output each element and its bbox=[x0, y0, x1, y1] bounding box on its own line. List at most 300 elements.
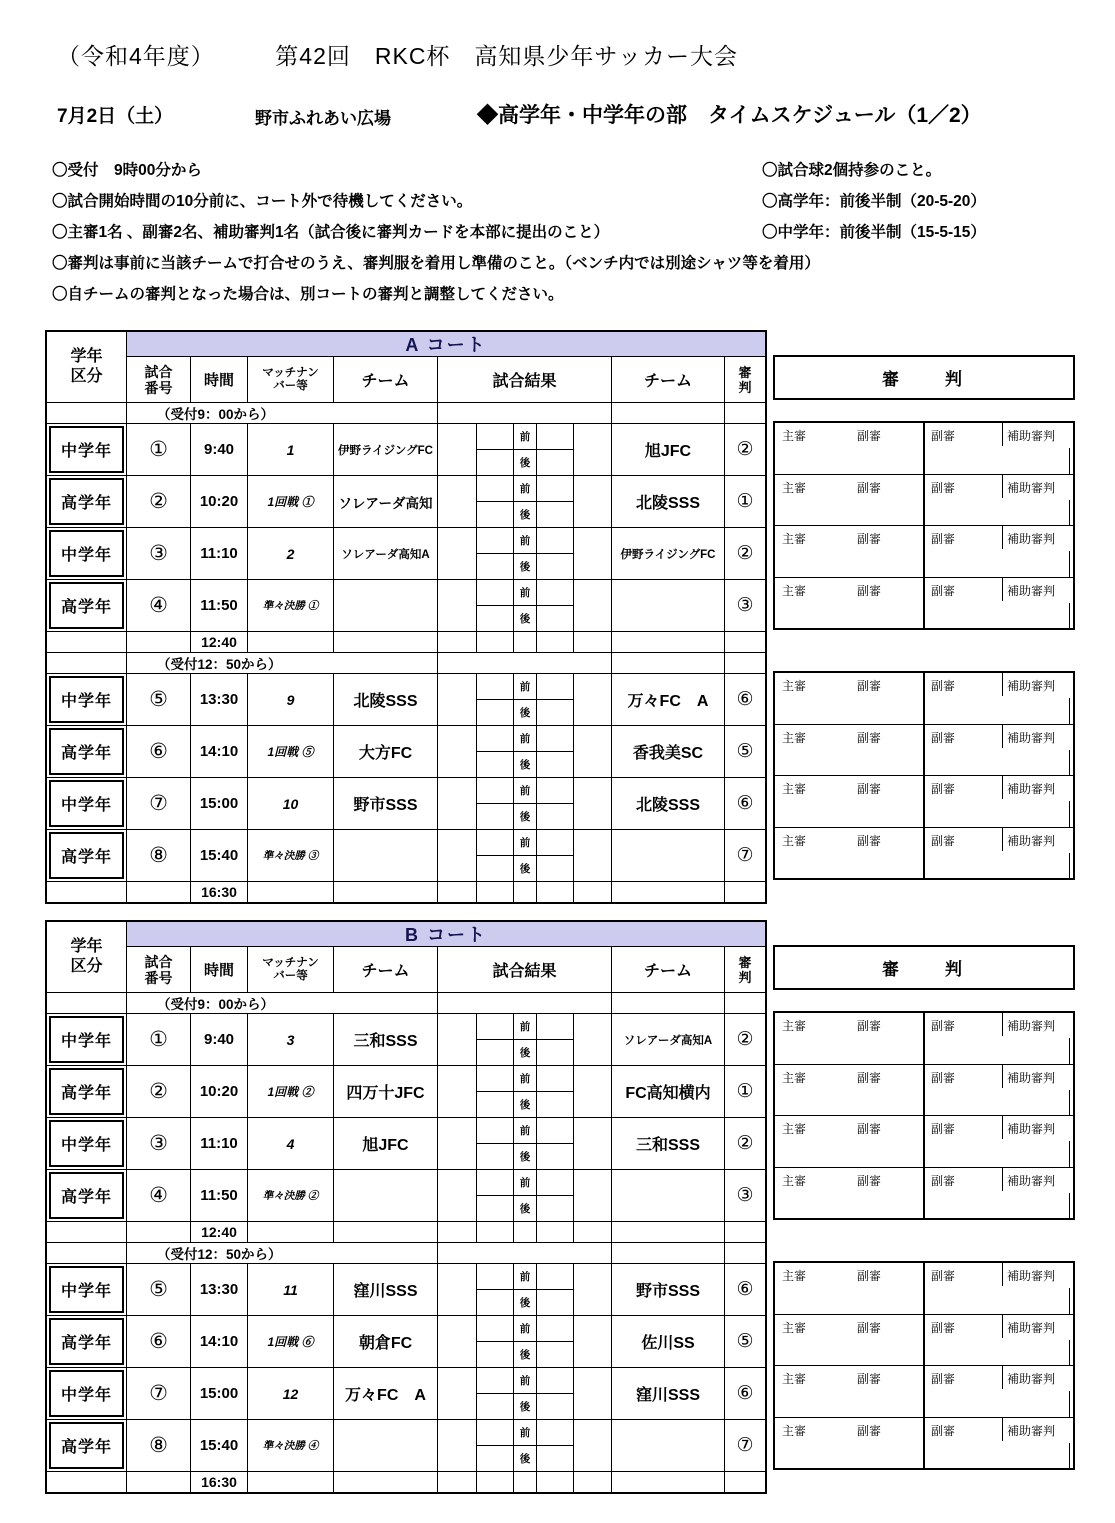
team-name-right: 佐川SS bbox=[641, 1335, 695, 1352]
score-half bbox=[477, 554, 513, 579]
team-cell-left bbox=[334, 1264, 438, 1315]
referee-block bbox=[775, 474, 1073, 526]
court-b-referee-panel bbox=[773, 920, 1075, 1490]
result-total-right bbox=[574, 1472, 611, 1492]
referee-block-tick bbox=[1002, 1065, 1003, 1088]
score-half bbox=[537, 528, 573, 554]
match-label-cell bbox=[248, 528, 334, 579]
grade-cell bbox=[47, 778, 127, 829]
grade-cell bbox=[47, 1420, 127, 1471]
note-line: 〇主審1名 、副審2名、補助審判1名（試合後に審判カードを本部に提出のこと） bbox=[52, 224, 610, 241]
front-label: 前 bbox=[514, 674, 536, 700]
team-cell-right bbox=[612, 726, 725, 777]
grade-cell-empty bbox=[47, 882, 127, 902]
note-line: 〇高学年：前後半制（20-5-20） bbox=[762, 193, 986, 210]
referee-number: ⑤ bbox=[736, 1331, 754, 1352]
court-header-right bbox=[127, 332, 765, 402]
result-total-right bbox=[574, 726, 611, 777]
result-total-left bbox=[438, 1066, 477, 1117]
time-cell bbox=[191, 424, 248, 475]
header-label: チーム bbox=[643, 373, 692, 390]
time-value: 15:40 bbox=[199, 1437, 239, 1454]
referee-block-divider bbox=[923, 1366, 925, 1417]
result-cell bbox=[438, 580, 612, 631]
match-label: 準々決勝 ② bbox=[262, 1190, 319, 1202]
assistant-referee-label: 副審 bbox=[931, 730, 956, 745]
assistant-referee-label: 副審 bbox=[931, 833, 956, 848]
helper-referee-label: 補助審判 bbox=[1007, 429, 1056, 443]
result-cell bbox=[438, 528, 612, 579]
referee-block-divider bbox=[923, 578, 925, 629]
helper-referee-label: 補助審判 bbox=[1007, 1070, 1056, 1085]
chief-referee-label: 主審 bbox=[782, 480, 807, 495]
assistant-referee-label: 副審 bbox=[857, 480, 882, 495]
schedule-subtitle: ◆高学年・中学年の部 タイムスケジュール（1／2） bbox=[477, 104, 982, 127]
half-labels bbox=[514, 830, 537, 881]
header-label: 試合結果 bbox=[492, 373, 557, 390]
match-row bbox=[47, 777, 765, 829]
team-cell-empty bbox=[334, 632, 438, 652]
team-name-right: 香我美SC bbox=[632, 745, 704, 762]
time-value: 11:10 bbox=[200, 545, 238, 562]
team-cell-left bbox=[334, 1170, 438, 1221]
result-total-right bbox=[574, 882, 611, 902]
result-cell-empty bbox=[438, 993, 612, 1013]
score-half bbox=[537, 1342, 573, 1367]
result-total-left bbox=[438, 424, 477, 475]
time-cell bbox=[191, 1118, 248, 1169]
result-cell bbox=[438, 1316, 612, 1367]
chief-referee-label: 主審 bbox=[782, 730, 807, 745]
grade-cell bbox=[47, 424, 127, 475]
column-header-team bbox=[334, 947, 438, 992]
team-cell-empty bbox=[612, 1472, 725, 1492]
notes-right bbox=[762, 155, 986, 248]
result-cell bbox=[438, 674, 612, 725]
result-cell-empty bbox=[438, 653, 612, 673]
score-half bbox=[537, 554, 573, 579]
match-row bbox=[47, 475, 765, 527]
chief-referee-label: 主審 bbox=[782, 1423, 807, 1438]
referee-block-divider bbox=[923, 828, 925, 879]
referee-number: ⑥ bbox=[736, 793, 754, 814]
score-half bbox=[477, 1196, 513, 1221]
referee-block-tick bbox=[1002, 526, 1003, 549]
header-label: 判 bbox=[738, 969, 752, 985]
helper-referee-label: 補助審判 bbox=[1007, 1320, 1056, 1335]
header-label: 試合 bbox=[144, 953, 173, 970]
assistant-referee-label: 副審 bbox=[857, 1423, 882, 1438]
assistant-referee-label: 副審 bbox=[931, 1320, 956, 1335]
column-header-ref bbox=[725, 947, 765, 992]
half-scores-right bbox=[537, 528, 574, 579]
referee-number: ⑦ bbox=[736, 1435, 754, 1456]
referee-number-cell bbox=[725, 1014, 765, 1065]
referee-panel-title: 審 判 bbox=[773, 945, 1075, 990]
score-half bbox=[477, 1290, 513, 1315]
header-label: チーム bbox=[361, 963, 410, 980]
result-total-left bbox=[438, 1420, 477, 1471]
result-cell bbox=[438, 1222, 612, 1242]
score-half bbox=[537, 424, 573, 450]
half-labels bbox=[514, 1316, 537, 1367]
result-total-left bbox=[438, 1118, 477, 1169]
chief-referee-label: 主審 bbox=[782, 583, 807, 598]
result-sub-empty bbox=[514, 1222, 537, 1242]
match-label: 4 bbox=[286, 1135, 295, 1152]
result-cell bbox=[438, 1014, 612, 1065]
referee-block-divider bbox=[923, 475, 925, 526]
match-number: ⑤ bbox=[149, 1278, 168, 1301]
referee-number-cell bbox=[725, 476, 765, 527]
score-half bbox=[477, 856, 513, 881]
match-label-cell bbox=[248, 1316, 334, 1367]
column-header-no bbox=[127, 357, 191, 402]
team-name-right: 野市SSS bbox=[635, 1283, 701, 1300]
score-half bbox=[537, 1144, 573, 1169]
match-number: ⑧ bbox=[149, 844, 168, 867]
referee-number: ② bbox=[736, 1029, 754, 1050]
header-label: 審 bbox=[738, 954, 752, 970]
match-number-cell bbox=[127, 476, 191, 527]
result-total-right bbox=[574, 632, 611, 652]
team-cell-left bbox=[334, 528, 438, 579]
grade-cell-empty bbox=[47, 632, 127, 652]
referee-block-divider bbox=[923, 1013, 925, 1064]
time-cell bbox=[191, 1420, 248, 1471]
referee-cell-empty bbox=[725, 993, 765, 1013]
match-label-cell bbox=[248, 424, 334, 475]
team-name-left: 旭JFC bbox=[362, 1137, 409, 1154]
half-labels bbox=[514, 424, 537, 475]
assistant-referee-label: 副審 bbox=[857, 1320, 882, 1335]
referee-block-tick bbox=[1069, 448, 1070, 473]
match-label-cell-empty bbox=[248, 632, 334, 652]
time-cell bbox=[191, 1222, 248, 1242]
assistant-referee-label: 副審 bbox=[931, 1372, 956, 1386]
half-scores-right bbox=[537, 726, 574, 777]
referee-cell-empty bbox=[725, 1243, 765, 1263]
result-cell bbox=[438, 1420, 612, 1471]
front-label: 前 bbox=[514, 1118, 536, 1144]
score-half bbox=[537, 1040, 573, 1065]
chief-referee-label: 主審 bbox=[782, 1320, 807, 1335]
grade-cell-empty bbox=[47, 403, 127, 423]
grade-box: 高学年 bbox=[49, 1068, 124, 1115]
assistant-referee-label: 副審 bbox=[857, 429, 882, 443]
back-label: 後 bbox=[519, 1297, 531, 1309]
match-label-cell bbox=[248, 830, 334, 881]
header-label: マッチナン bbox=[262, 366, 319, 379]
court-header-right bbox=[127, 922, 765, 992]
court-a-table bbox=[45, 330, 767, 904]
score-half bbox=[537, 1264, 573, 1290]
chief-referee-label: 主審 bbox=[782, 429, 807, 443]
grade-cell-empty bbox=[47, 1472, 127, 1492]
header-label: 試合結果 bbox=[492, 963, 557, 980]
referee-cell-empty bbox=[725, 632, 765, 652]
header-label: 審 bbox=[738, 364, 752, 380]
half-scores-right bbox=[537, 1170, 574, 1221]
referee-block-divider bbox=[923, 526, 925, 577]
match-label: 12 bbox=[282, 1385, 299, 1402]
time-value: 11:50 bbox=[200, 597, 238, 614]
referee-block-tick bbox=[1069, 551, 1070, 576]
match-row bbox=[47, 1065, 765, 1117]
match-label: 9 bbox=[286, 691, 295, 708]
team-cell-right bbox=[612, 476, 725, 527]
referee-block-divider bbox=[923, 725, 925, 776]
score-half bbox=[537, 1368, 573, 1394]
referee-block bbox=[775, 775, 1073, 827]
result-total-left bbox=[438, 1222, 477, 1242]
result-cell-empty bbox=[438, 403, 612, 423]
team-cell-empty bbox=[334, 882, 438, 902]
page-title: （令和4年度） 第42回 RKC杯 高知県少年サッカー大会 bbox=[57, 43, 738, 69]
score-half bbox=[537, 778, 573, 804]
half-labels bbox=[514, 1368, 537, 1419]
assistant-referee-label: 副審 bbox=[931, 429, 956, 443]
team-name-right: 万々FC A bbox=[627, 693, 709, 710]
score-half bbox=[537, 1118, 573, 1144]
result-cell bbox=[438, 1264, 612, 1315]
grade-cell-empty bbox=[47, 1222, 127, 1242]
referee-block-divider bbox=[923, 1263, 925, 1314]
match-number: ① bbox=[149, 1028, 168, 1051]
result-cell bbox=[438, 424, 612, 475]
grade-box: 中学年 bbox=[49, 676, 124, 723]
result-total-right bbox=[574, 1368, 611, 1419]
result-cell bbox=[438, 882, 612, 902]
time-value: 9:40 bbox=[203, 1031, 235, 1048]
team-name-left: 朝倉FC bbox=[358, 1335, 413, 1352]
result-total-right bbox=[574, 424, 611, 475]
referee-number-cell bbox=[725, 1066, 765, 1117]
match-number-cell bbox=[127, 1420, 191, 1471]
team-cell-right bbox=[612, 1420, 725, 1471]
grade-box: 高学年 bbox=[49, 1172, 124, 1219]
result-total-left bbox=[438, 1368, 477, 1419]
score-half bbox=[477, 1342, 513, 1367]
half-scores-right bbox=[537, 1316, 574, 1367]
team-cell-right bbox=[612, 1368, 725, 1419]
half-scores-left bbox=[477, 1264, 514, 1315]
referee-block-tick bbox=[1002, 725, 1003, 748]
back-label: 後 bbox=[519, 613, 531, 625]
referee-number-cell bbox=[725, 528, 765, 579]
team-name-left: 野市SSS bbox=[353, 797, 418, 814]
match-number-cell bbox=[127, 528, 191, 579]
result-total-right bbox=[574, 580, 611, 631]
time-value: 13:30 bbox=[199, 691, 239, 708]
helper-referee-label: 補助審判 bbox=[1007, 1019, 1056, 1033]
grade-box: 高学年 bbox=[49, 832, 124, 879]
back-label: 後 bbox=[519, 457, 531, 469]
team-name-left: 窪川SSS bbox=[353, 1283, 418, 1300]
assistant-referee-label: 副審 bbox=[931, 1019, 956, 1033]
match-label: 準々決勝 ③ bbox=[262, 850, 319, 862]
grade-cell bbox=[47, 1170, 127, 1221]
result-cell bbox=[438, 1118, 612, 1169]
referee-cell-empty bbox=[725, 1222, 765, 1242]
grade-box: 高学年 bbox=[49, 478, 124, 525]
assistant-referee-label: 副審 bbox=[931, 679, 956, 693]
assistant-referee-label: 副審 bbox=[931, 1269, 956, 1283]
match-label-cell bbox=[248, 1170, 334, 1221]
grade-cell bbox=[47, 1066, 127, 1117]
team-cell-left bbox=[334, 1368, 438, 1419]
score-half bbox=[477, 502, 513, 527]
time-cell bbox=[191, 580, 248, 631]
half-scores-left bbox=[477, 1118, 514, 1169]
table-header-row bbox=[47, 922, 765, 992]
referee-number: ⑦ bbox=[736, 845, 754, 866]
referee-block-tick bbox=[1002, 475, 1003, 498]
team-cell-left bbox=[334, 1066, 438, 1117]
match-number: ⑥ bbox=[149, 740, 168, 763]
grade-cell bbox=[47, 528, 127, 579]
assistant-referee-label: 副審 bbox=[931, 532, 956, 546]
half-scores-left bbox=[477, 528, 514, 579]
assistant-referee-label: 副審 bbox=[931, 1173, 956, 1188]
match-number: ③ bbox=[149, 542, 168, 565]
result-total-left bbox=[438, 1472, 477, 1492]
back-label: 後 bbox=[519, 1099, 531, 1111]
match-number-cell bbox=[127, 580, 191, 631]
match-label: 11 bbox=[283, 1281, 298, 1298]
referee-block bbox=[775, 827, 1073, 879]
referee-block bbox=[775, 525, 1073, 577]
result-sub-empty bbox=[537, 632, 574, 652]
half-scores-left bbox=[477, 778, 514, 829]
referee-number: ① bbox=[736, 1081, 754, 1102]
header-label: チーム bbox=[643, 963, 692, 980]
team-name-left: ソレアーダ高知 bbox=[338, 495, 433, 511]
result-cell bbox=[438, 1170, 612, 1221]
referee-number: ③ bbox=[736, 1185, 754, 1206]
half-labels bbox=[514, 1420, 537, 1471]
score-half bbox=[477, 674, 513, 700]
referee-block-tick bbox=[1069, 750, 1070, 775]
score-half bbox=[537, 752, 573, 777]
front-label: 前 bbox=[514, 1170, 536, 1196]
referee-number-cell bbox=[725, 830, 765, 881]
match-row bbox=[47, 725, 765, 777]
match-label: 2 bbox=[286, 545, 295, 562]
reception-row bbox=[47, 402, 765, 423]
time-value: 12:40 bbox=[201, 1224, 237, 1240]
match-label: 1回戦 ② bbox=[267, 1085, 314, 1099]
half-scores-right bbox=[537, 674, 574, 725]
half-labels bbox=[514, 476, 537, 527]
referee-block-tick bbox=[1002, 1168, 1003, 1191]
score-half bbox=[477, 580, 513, 606]
reception-label: （受付12：50から） bbox=[127, 653, 438, 673]
half-scores-right bbox=[537, 830, 574, 881]
note-line: 〇試合球2個持参のこと。 bbox=[762, 162, 942, 179]
half-scores-left bbox=[477, 830, 514, 881]
result-total-right bbox=[574, 1264, 611, 1315]
referee-cell-empty bbox=[725, 882, 765, 902]
reception-label: （受付9：00から） bbox=[127, 993, 438, 1013]
score-half bbox=[477, 1170, 513, 1196]
referee-panel-title: 審 判 bbox=[773, 355, 1075, 400]
score-half bbox=[537, 1196, 573, 1221]
score-half bbox=[477, 1144, 513, 1169]
team-cell-empty bbox=[612, 403, 725, 423]
team-cell-left bbox=[334, 1014, 438, 1065]
score-half bbox=[537, 1170, 573, 1196]
score-half bbox=[477, 830, 513, 856]
half-scores-left bbox=[477, 1014, 514, 1065]
team-cell-empty bbox=[612, 1222, 725, 1242]
score-half bbox=[537, 674, 573, 700]
score-half bbox=[477, 778, 513, 804]
score-half bbox=[477, 1264, 513, 1290]
grade-cell bbox=[47, 674, 127, 725]
half-labels bbox=[514, 726, 537, 777]
reception-label: （受付12：50から） bbox=[127, 1243, 438, 1263]
result-total-left bbox=[438, 1014, 477, 1065]
match-number-cell bbox=[127, 1170, 191, 1221]
grade-box: 中学年 bbox=[49, 780, 124, 827]
match-label-cell bbox=[248, 1066, 334, 1117]
match-number: ④ bbox=[149, 1184, 168, 1207]
match-number: ④ bbox=[149, 594, 168, 617]
front-label: 前 bbox=[514, 830, 536, 856]
assistant-referee-label: 副審 bbox=[931, 1423, 956, 1438]
chief-referee-label: 主審 bbox=[782, 1070, 807, 1085]
time-cell bbox=[191, 1014, 248, 1065]
match-number: ② bbox=[149, 1080, 168, 1103]
team-cell-right bbox=[612, 1014, 725, 1065]
grade-box: 中学年 bbox=[49, 1266, 124, 1313]
grade-box: 中学年 bbox=[49, 1016, 124, 1063]
time-value: 10:20 bbox=[199, 1083, 239, 1100]
half-labels bbox=[514, 674, 537, 725]
match-row bbox=[47, 1419, 765, 1471]
team-cell-left bbox=[334, 1316, 438, 1367]
time-cell bbox=[191, 1170, 248, 1221]
referee-block-divider bbox=[923, 1418, 925, 1469]
result-cell-empty bbox=[438, 1243, 612, 1263]
referee-number-cell bbox=[725, 778, 765, 829]
time-value: 15:40 bbox=[199, 847, 239, 864]
chief-referee-label: 主審 bbox=[782, 1019, 807, 1033]
match-label-cell bbox=[248, 1264, 334, 1315]
referee-number: ⑥ bbox=[736, 689, 754, 710]
match-row bbox=[47, 673, 765, 725]
team-name-left: ソレアーダ高知A bbox=[341, 548, 430, 561]
referee-group bbox=[773, 1261, 1075, 1470]
referee-block bbox=[775, 1417, 1073, 1469]
referee-block-tick bbox=[1002, 828, 1003, 851]
column-header-team bbox=[612, 357, 725, 402]
court-b-table bbox=[45, 920, 767, 1494]
referee-block-tick bbox=[1069, 1288, 1070, 1313]
half-scores-left bbox=[477, 674, 514, 725]
half-labels bbox=[514, 1066, 537, 1117]
half-labels bbox=[514, 528, 537, 579]
score-half bbox=[477, 528, 513, 554]
match-label-cell bbox=[248, 476, 334, 527]
result-total-left bbox=[438, 674, 477, 725]
team-cell-right bbox=[612, 1170, 725, 1221]
result-total-left bbox=[438, 632, 477, 652]
result-total-right bbox=[574, 1170, 611, 1221]
match-row bbox=[47, 829, 765, 881]
column-header-time bbox=[191, 947, 248, 992]
